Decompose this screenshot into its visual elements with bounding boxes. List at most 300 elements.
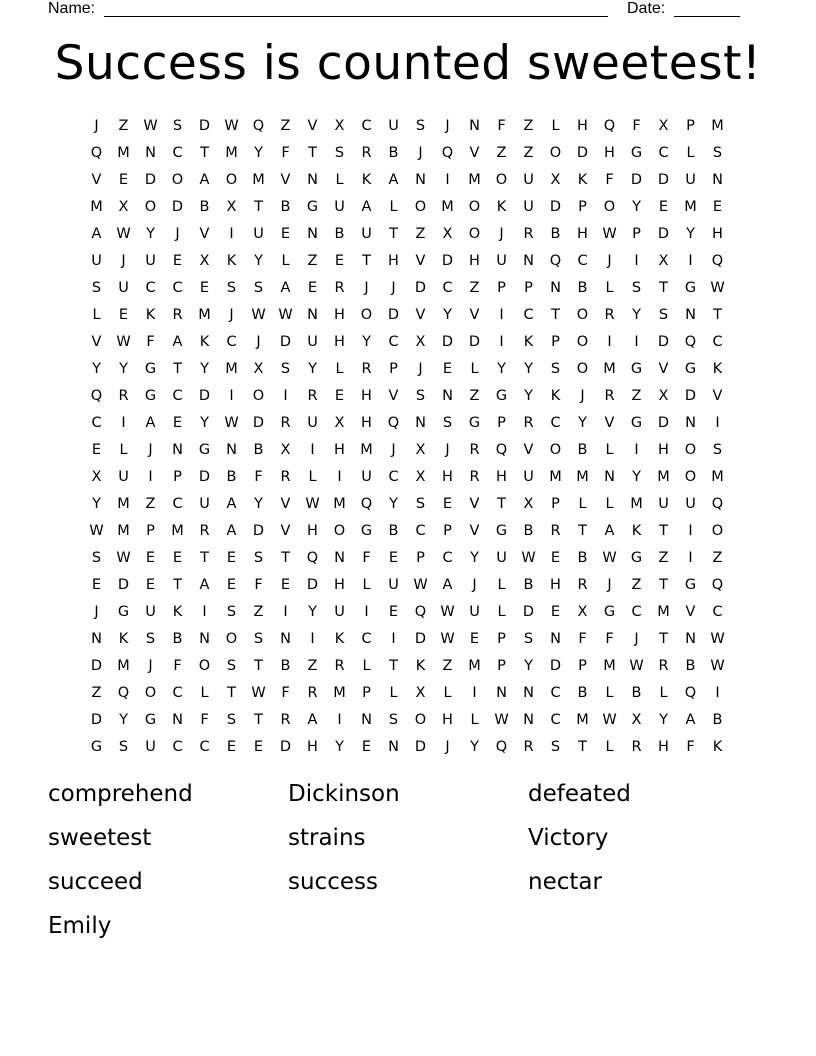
grid-letter: N	[388, 738, 399, 755]
grid-letter: O	[171, 171, 184, 188]
grid-letter: N	[145, 144, 156, 161]
grid-letter: C	[631, 603, 642, 620]
grid-letter: V	[712, 387, 723, 404]
grid-letter: T	[551, 306, 560, 323]
grid-letter: D	[90, 711, 103, 728]
grid-letter: M	[603, 360, 616, 377]
grid-letter: R	[577, 576, 588, 593]
grid-letter: L	[659, 684, 668, 701]
grid-letter: T	[281, 549, 290, 566]
grid-letter: D	[387, 306, 400, 323]
grid-letter: V	[280, 495, 291, 512]
grid-letter: C	[658, 144, 669, 161]
grid-letter: H	[361, 414, 372, 431]
grid-letter: Y	[335, 738, 344, 755]
grid-letter: H	[442, 711, 453, 728]
grid-letter: P	[416, 549, 425, 566]
worksheet-header	[0, 0, 816, 20]
grid-letter: I	[310, 441, 315, 458]
grid-letter: B	[388, 522, 399, 539]
grid-letter: A	[199, 171, 210, 188]
grid-letter: R	[604, 306, 615, 323]
grid-letter: E	[388, 603, 399, 620]
grid-letter: J	[229, 306, 234, 323]
grid-letter: C	[442, 279, 453, 296]
grid-letter: A	[226, 495, 237, 512]
grid-letter: Y	[524, 657, 533, 674]
grid-letter: T	[578, 738, 587, 755]
grid-letter: U	[361, 225, 372, 242]
grid-letter: Y	[524, 387, 533, 404]
grid-letter: O	[198, 657, 211, 674]
grid-letter: L	[362, 576, 371, 593]
grid-letter: X	[415, 468, 426, 485]
grid-letter: K	[712, 360, 723, 377]
grid-letter: O	[144, 198, 157, 215]
grid-letter: L	[605, 495, 614, 512]
grid-letter: D	[252, 414, 265, 431]
grid-letter: F	[578, 630, 587, 647]
word-list-item: succeed	[48, 869, 143, 895]
grid-letter: Y	[578, 414, 587, 431]
grid-letter: F	[632, 117, 641, 134]
grid-letter: Q	[90, 387, 103, 404]
grid-letter: M	[468, 657, 481, 674]
grid-letter: L	[362, 657, 371, 674]
grid-letter: I	[634, 333, 639, 350]
grid-letter: C	[550, 414, 561, 431]
grid-letter: U	[685, 171, 696, 188]
grid-letter: I	[283, 603, 288, 620]
grid-letter: B	[523, 522, 534, 539]
word-list	[48, 778, 788, 942]
grid-row	[83, 328, 733, 355]
grid-letter: L	[389, 198, 398, 215]
grid-letter: V	[469, 522, 480, 539]
word-list-item: success	[288, 869, 378, 895]
grid-letter: K	[226, 252, 237, 269]
grid-letter: W	[89, 522, 104, 539]
grid-letter: W	[116, 549, 131, 566]
grid-letter: Y	[254, 495, 263, 512]
grid-letter: H	[388, 252, 399, 269]
grid-letter: Y	[146, 225, 155, 242]
grid-letter: H	[307, 522, 318, 539]
grid-letter: C	[145, 279, 156, 296]
grid-letter: R	[280, 414, 291, 431]
grid-letter: L	[497, 603, 506, 620]
grid-letter: Y	[632, 306, 641, 323]
grid-letter: V	[307, 117, 318, 134]
grid-letter: Q	[549, 252, 562, 269]
grid-letter: N	[91, 630, 102, 647]
grid-letter: M	[117, 657, 130, 674]
grid-letter: V	[523, 441, 534, 458]
grid-letter: R	[523, 225, 534, 242]
grid-letter: J	[445, 441, 450, 458]
grid-letter: A	[685, 711, 696, 728]
grid-letter: Q	[360, 495, 373, 512]
grid-letter: F	[281, 144, 290, 161]
grid-letter: M	[711, 468, 724, 485]
grid-letter: W	[305, 495, 320, 512]
grid-letter: C	[91, 414, 102, 431]
grid-letter: N	[712, 171, 723, 188]
grid-letter: E	[118, 171, 129, 188]
grid-row	[83, 301, 733, 328]
grid-letter: U	[388, 117, 399, 134]
grid-letter: Q	[711, 252, 724, 269]
grid-letter: U	[118, 468, 129, 485]
grid-letter: S	[226, 603, 237, 620]
grid-letter: A	[226, 522, 237, 539]
grid-letter: D	[144, 171, 157, 188]
grid-letter: I	[472, 684, 477, 701]
grid-letter: Y	[92, 360, 101, 377]
grid-letter: X	[577, 603, 588, 620]
grid-letter: Q	[252, 117, 265, 134]
grid-letter: I	[499, 306, 504, 323]
grid-letter: R	[334, 657, 345, 674]
grid-letter: S	[550, 360, 561, 377]
grid-letter: Y	[362, 333, 371, 350]
grid-letter: U	[307, 414, 318, 431]
grid-letter: B	[550, 225, 561, 242]
grid-letter: F	[200, 711, 209, 728]
grid-letter: E	[307, 279, 318, 296]
grid-letter: H	[361, 387, 372, 404]
grid-letter: J	[418, 360, 423, 377]
grid-letter: S	[415, 387, 426, 404]
grid-letter: N	[334, 549, 345, 566]
grid-letter: H	[658, 441, 669, 458]
grid-letter: X	[253, 360, 264, 377]
grid-letter: Z	[631, 387, 642, 404]
grid-letter: U	[523, 468, 534, 485]
grid-letter: X	[199, 252, 210, 269]
grid-letter: R	[199, 522, 210, 539]
grid-letter: B	[577, 279, 588, 296]
grid-letter: O	[144, 684, 157, 701]
grid-letter: Y	[254, 252, 263, 269]
grid-letter: Y	[686, 225, 695, 242]
word-list-item: Emily	[48, 913, 112, 939]
grid-letter: D	[657, 225, 670, 242]
grid-letter: G	[144, 387, 157, 404]
grid-letter: Y	[200, 414, 209, 431]
grid-letter: A	[307, 711, 318, 728]
grid-row	[83, 247, 733, 274]
grid-letter: C	[712, 333, 723, 350]
grid-letter: Y	[254, 144, 263, 161]
grid-letter: R	[604, 387, 615, 404]
grid-row	[83, 274, 733, 301]
grid-letter: J	[391, 441, 396, 458]
grid-letter: N	[469, 117, 480, 134]
grid-letter: O	[468, 225, 481, 242]
grid-letter: P	[443, 522, 452, 539]
grid-letter: Y	[470, 738, 479, 755]
grid-row	[83, 733, 733, 760]
grid-letter: D	[549, 657, 562, 674]
grid-letter: E	[550, 549, 561, 566]
grid-letter: Q	[441, 144, 454, 161]
grid-letter: A	[280, 279, 291, 296]
grid-row	[83, 598, 733, 625]
grid-letter: E	[172, 549, 183, 566]
grid-letter: S	[172, 117, 183, 134]
grid-letter: O	[225, 171, 238, 188]
grid-letter: C	[172, 738, 183, 755]
grid-letter: V	[415, 252, 426, 269]
grid-letter: H	[550, 576, 561, 593]
grid-letter: D	[657, 171, 670, 188]
grid-letter: I	[607, 333, 612, 350]
grid-letter: T	[578, 522, 587, 539]
grid-letter: L	[200, 684, 209, 701]
grid-row	[83, 382, 733, 409]
grid-letter: J	[607, 576, 612, 593]
grid-letter: Q	[495, 441, 508, 458]
grid-letter: E	[172, 252, 183, 269]
grid-letter: S	[226, 657, 237, 674]
grid-letter: S	[415, 495, 426, 512]
grid-letter: I	[202, 603, 207, 620]
grid-letter: Y	[92, 495, 101, 512]
grid-letter: P	[524, 279, 533, 296]
grid-letter: L	[92, 306, 101, 323]
grid-letter: L	[605, 441, 614, 458]
page-title: Success is counted sweetest!	[54, 36, 762, 91]
grid-letter: O	[225, 630, 238, 647]
grid-letter: L	[605, 738, 614, 755]
grid-letter: R	[550, 522, 561, 539]
grid-letter: B	[523, 576, 534, 593]
grid-letter: S	[523, 630, 534, 647]
grid-letter: W	[224, 117, 239, 134]
grid-letter: T	[497, 495, 506, 512]
grid-letter: K	[550, 387, 561, 404]
grid-letter: W	[710, 657, 725, 674]
grid-letter: P	[551, 333, 560, 350]
grid-letter: I	[229, 387, 234, 404]
grid-letter: J	[472, 576, 477, 593]
grid-letter: B	[388, 144, 399, 161]
grid-letter: D	[117, 576, 130, 593]
grid-letter: N	[172, 441, 183, 458]
grid-letter: W	[116, 333, 131, 350]
grid-letter: M	[576, 468, 589, 485]
grid-letter: E	[172, 414, 183, 431]
grid-letter: Q	[495, 738, 508, 755]
grid-letter: Q	[711, 495, 724, 512]
grid-letter: C	[523, 306, 534, 323]
grid-letter: B	[712, 711, 723, 728]
date-label: Date:	[627, 0, 666, 17]
grid-letter: T	[389, 225, 398, 242]
grid-row	[83, 652, 733, 679]
grid-letter: L	[605, 684, 614, 701]
grid-letter: M	[603, 657, 616, 674]
grid-letter: N	[604, 468, 615, 485]
grid-letter: E	[280, 576, 291, 593]
grid-row	[83, 409, 733, 436]
grid-letter: Z	[253, 603, 264, 620]
grid-letter: N	[415, 414, 426, 431]
grid-letter: I	[337, 711, 342, 728]
grid-letter: I	[391, 630, 396, 647]
grid-letter: A	[91, 225, 102, 242]
grid-letter: D	[657, 414, 670, 431]
grid-letter: R	[334, 279, 345, 296]
grid-letter: V	[280, 522, 291, 539]
grid-letter: N	[199, 630, 210, 647]
grid-letter: P	[497, 630, 506, 647]
grid-letter: H	[577, 225, 588, 242]
grid-letter: D	[549, 198, 562, 215]
grid-letter: B	[577, 684, 588, 701]
grid-letter: J	[391, 279, 396, 296]
grid-letter: F	[362, 549, 371, 566]
grid-letter: G	[684, 360, 697, 377]
grid-letter: D	[198, 387, 211, 404]
grid-letter: N	[523, 711, 534, 728]
grid-row	[83, 490, 733, 517]
grid-letter: R	[469, 441, 480, 458]
grid-letter: B	[280, 657, 291, 674]
grid-letter: L	[119, 441, 128, 458]
grid-letter: P	[578, 198, 587, 215]
grid-letter: D	[414, 738, 427, 755]
grid-letter: G	[360, 522, 373, 539]
grid-letter: C	[226, 333, 237, 350]
grid-letter: U	[334, 603, 345, 620]
grid-letter: H	[334, 333, 345, 350]
grid-letter: X	[658, 117, 669, 134]
grid-letter: Q	[90, 144, 103, 161]
grid-letter: H	[334, 576, 345, 593]
grid-letter: U	[658, 495, 669, 512]
grid-letter: S	[253, 279, 264, 296]
grid-letter: M	[171, 522, 184, 539]
grid-letter: L	[470, 711, 479, 728]
grid-letter: L	[578, 495, 587, 512]
grid-letter: C	[577, 252, 588, 269]
grid-letter: X	[91, 468, 102, 485]
grid-letter: O	[333, 522, 346, 539]
grid-letter: K	[361, 171, 372, 188]
grid-letter: Z	[658, 549, 669, 566]
grid-letter: C	[361, 630, 372, 647]
grid-letter: N	[685, 306, 696, 323]
grid-letter: E	[550, 603, 561, 620]
grid-letter: M	[198, 306, 211, 323]
grid-letter: T	[659, 630, 668, 647]
grid-letter: H	[577, 117, 588, 134]
grid-row	[83, 571, 733, 598]
grid-letter: R	[307, 684, 318, 701]
grid-letter: Y	[443, 306, 452, 323]
word-list-item: comprehend	[48, 781, 193, 807]
grid-letter: T	[713, 306, 722, 323]
grid-letter: W	[710, 630, 725, 647]
grid-letter: C	[388, 468, 399, 485]
grid-letter: G	[630, 360, 643, 377]
grid-letter: Y	[632, 468, 641, 485]
grid-letter: Z	[307, 252, 318, 269]
grid-letter: B	[199, 198, 210, 215]
grid-row	[83, 355, 733, 382]
grid-letter: I	[634, 252, 639, 269]
grid-letter: Z	[118, 117, 129, 134]
grid-letter: R	[172, 306, 183, 323]
grid-letter: C	[442, 549, 453, 566]
grid-letter: I	[283, 387, 288, 404]
grid-letter: G	[90, 738, 103, 755]
word-search-grid	[83, 112, 733, 760]
word-list-item: nectar	[528, 869, 602, 895]
date-blank-line	[674, 16, 740, 17]
grid-letter: N	[496, 684, 507, 701]
grid-letter: M	[360, 441, 373, 458]
grid-letter: L	[686, 144, 695, 161]
grid-letter: O	[603, 198, 616, 215]
grid-letter: F	[146, 333, 155, 350]
grid-letter: O	[684, 441, 697, 458]
grid-letter: U	[388, 576, 399, 593]
grid-letter: X	[334, 414, 345, 431]
grid-letter: N	[280, 630, 291, 647]
grid-letter: N	[172, 711, 183, 728]
grid-letter: M	[441, 198, 454, 215]
grid-letter: M	[657, 468, 670, 485]
grid-letter: Z	[145, 495, 156, 512]
grid-letter: C	[172, 387, 183, 404]
grid-letter: X	[118, 198, 129, 215]
grid-letter: C	[172, 279, 183, 296]
grid-letter: D	[306, 576, 319, 593]
grid-letter: R	[523, 414, 534, 431]
grid-letter: I	[715, 414, 720, 431]
grid-letter: U	[91, 252, 102, 269]
grid-letter: U	[334, 198, 345, 215]
grid-letter: I	[445, 171, 450, 188]
grid-letter: U	[469, 603, 480, 620]
grid-letter: X	[415, 441, 426, 458]
grid-letter: G	[630, 549, 643, 566]
grid-letter: E	[226, 549, 237, 566]
grid-letter: X	[442, 225, 453, 242]
grid-letter: Q	[306, 549, 319, 566]
grid-letter: X	[415, 684, 426, 701]
grid-letter: U	[523, 198, 534, 215]
grid-letter: V	[199, 225, 210, 242]
grid-letter: C	[712, 603, 723, 620]
grid-letter: K	[631, 522, 642, 539]
grid-letter: G	[630, 414, 643, 431]
grid-letter: W	[602, 549, 617, 566]
grid-letter: P	[173, 468, 182, 485]
grid-letter: H	[442, 468, 453, 485]
grid-letter: C	[550, 684, 561, 701]
grid-letter: U	[685, 495, 696, 512]
grid-letter: V	[658, 360, 669, 377]
grid-letter: R	[118, 387, 129, 404]
grid-letter: I	[715, 684, 720, 701]
grid-letter: M	[225, 144, 238, 161]
grid-letter: M	[468, 171, 481, 188]
grid-letter: G	[684, 279, 697, 296]
